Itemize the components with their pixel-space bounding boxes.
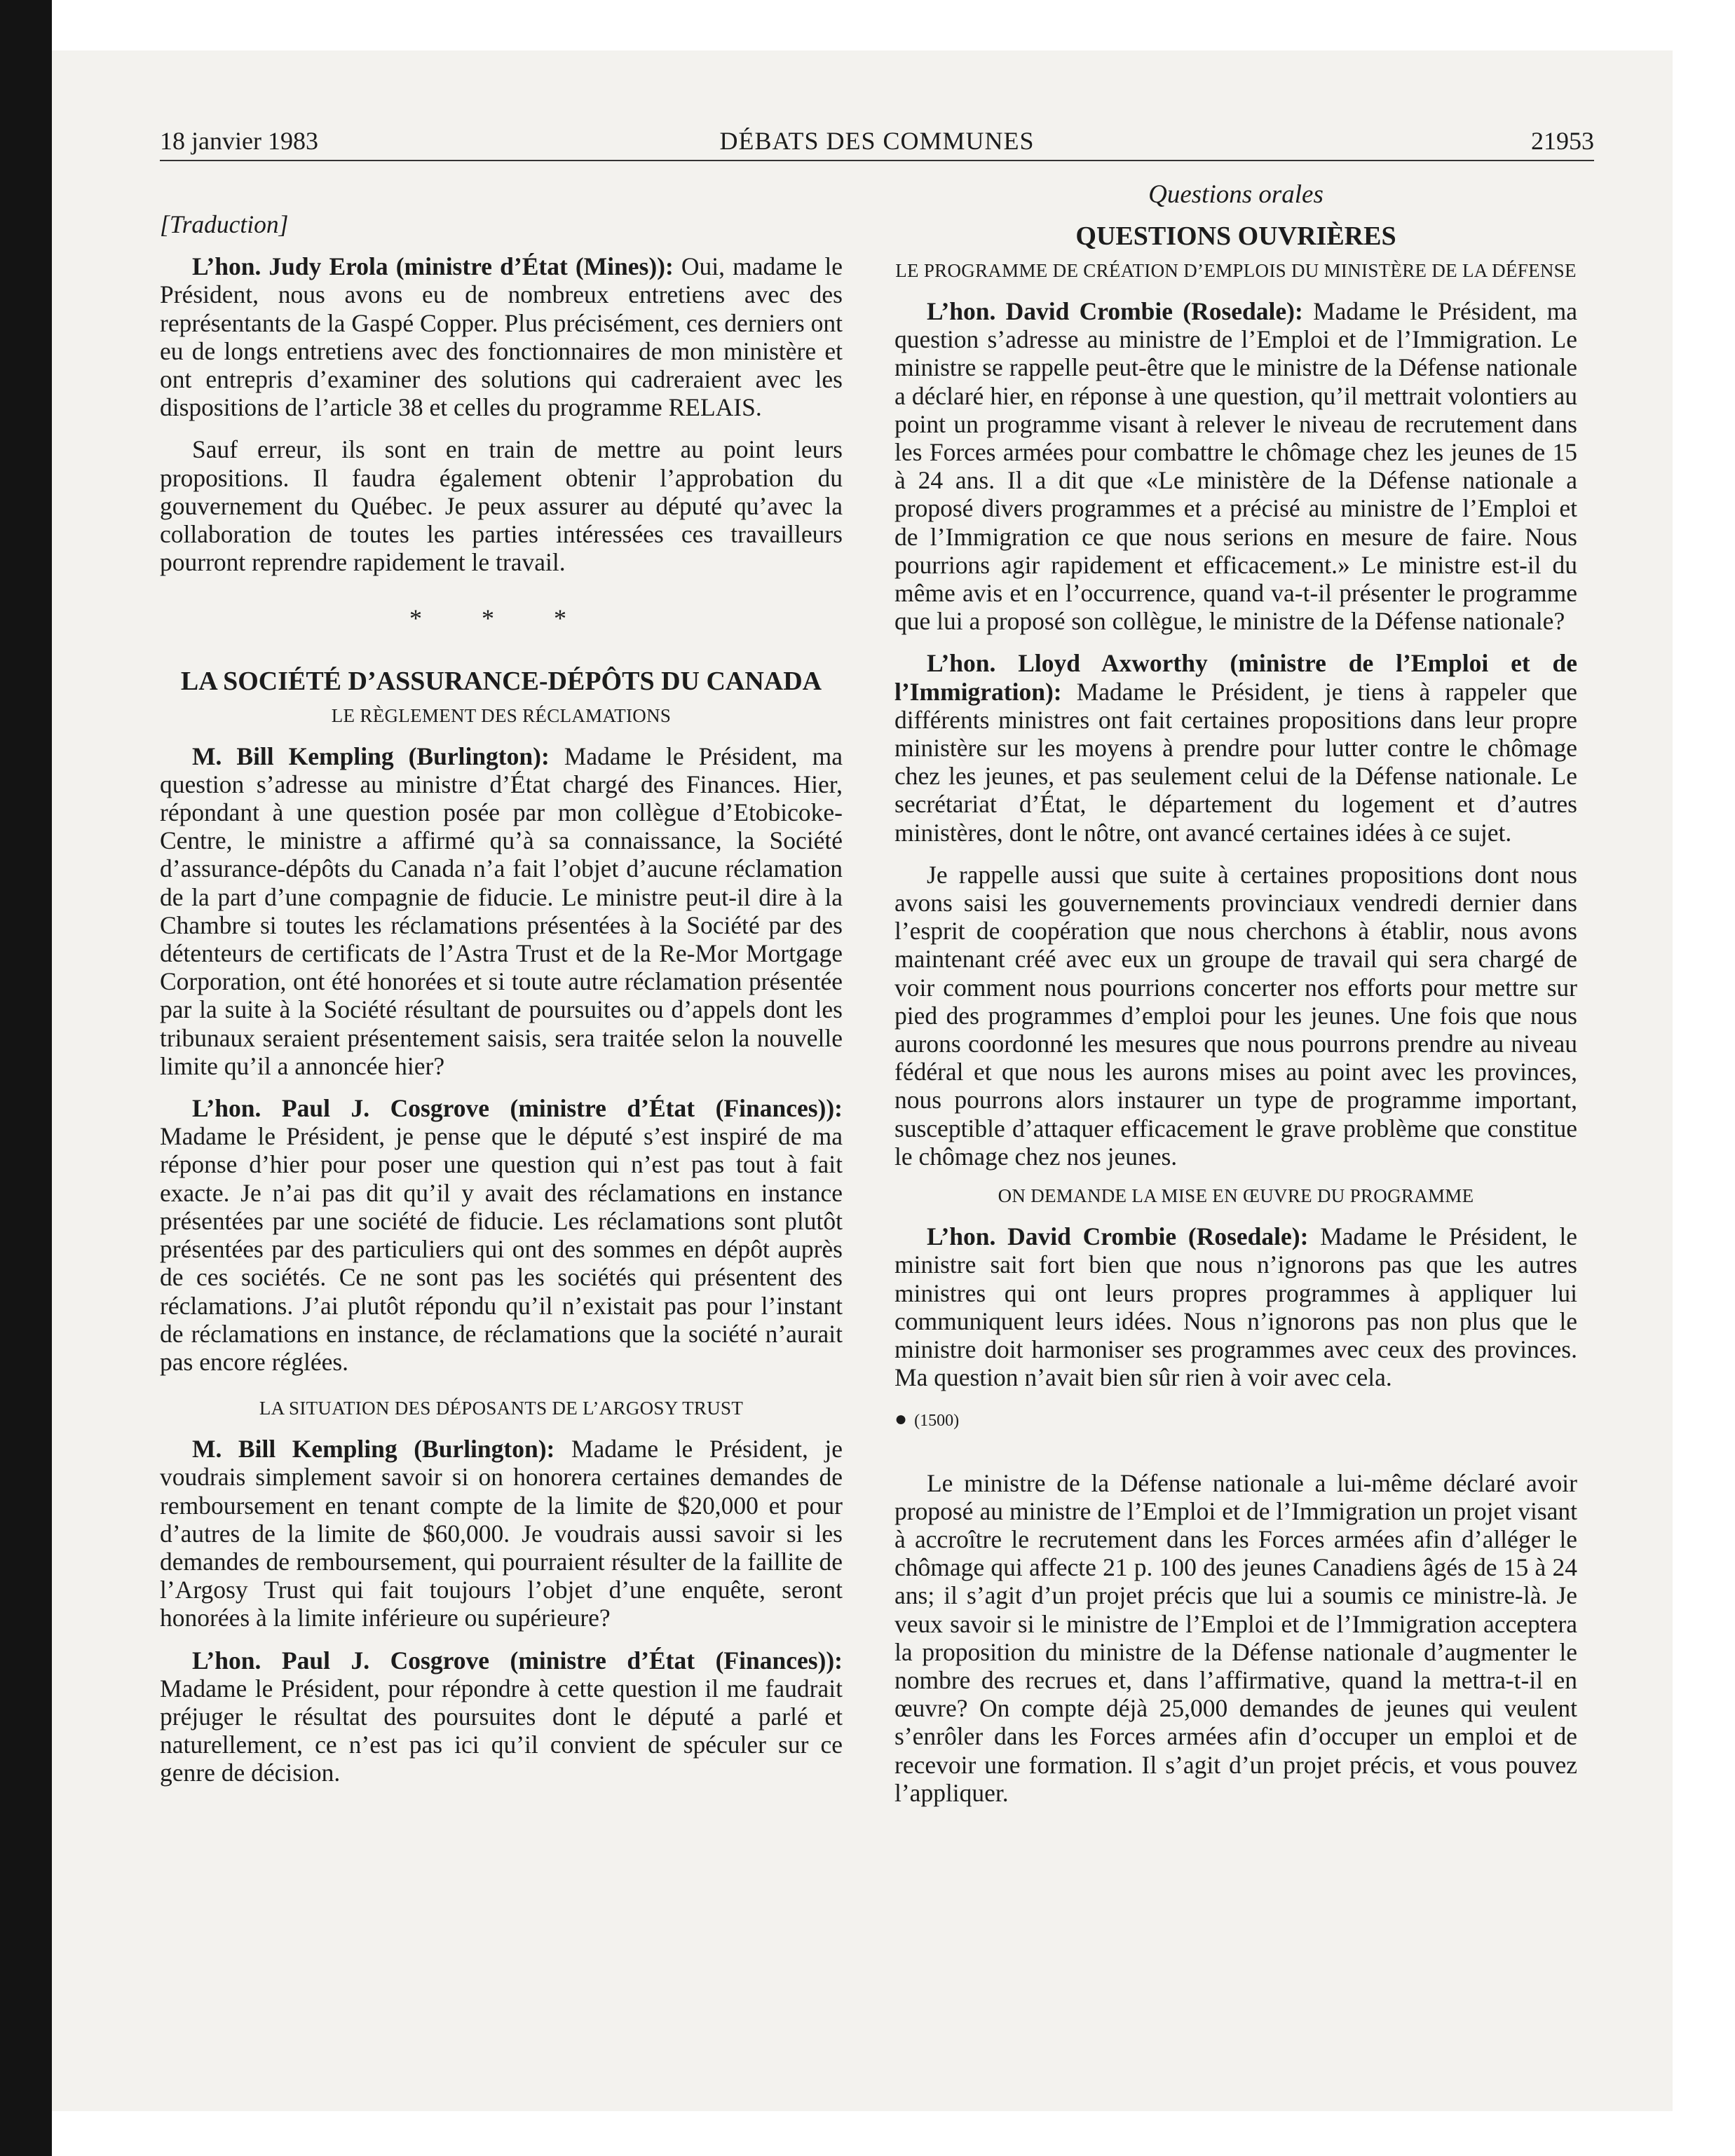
section-subheading: LA SITUATION DES DÉPOSANTS DE L’ARGOSY TRUST [259, 1398, 744, 1419]
speech-text: Madame le Président, le ministre sait fort bien que nous n’ignorons pas que les autres ministres qui ont leurs propres programmes à appliquer lui communiquent leurs idées. Nous n’ignorons pas non plus que le ministre doit harmoniser ses programmes avec ceux des provinces. Ma question n’avait bien sûr rien à voir avec cela. [894, 1222, 1578, 1392]
section-subheading: LE RÈGLEMENT DES RÉCLAMATIONS [331, 704, 672, 726]
section-separator: * * * [409, 604, 593, 633]
paragraph: Sauf erreur, ils sont en train de mettre au point leurs propositions. Il faudra également obtenir l’approbation du gouvernement du Québec. Je peux assurer au député qu’avec la collaboration de toutes les parties intéressées ces travailleurs pourront reprendre rapidement le travail. [160, 435, 843, 577]
header-date: 18 janvier 1983 [160, 127, 318, 155]
speaker-name: L’hon. David Crombie (Rosedale): [927, 297, 1303, 325]
left-column [160, 210, 843, 1801]
speech-text: Madame le Président, pour répondre à cette question il me faudrait préjuger le résultat des poursuites dont le député a parlé et naturellement, ce n’est pas ici qu’il convient de spéculer sur ce genre de décision. [160, 1674, 843, 1787]
paragraph [160, 1646, 843, 1787]
paragraph [894, 649, 1577, 846]
speech-text: Madame le Président, ma question s’adresse au ministre de l’Emploi et de l’Immigration. Le ministre se rappelle peut-être que le ministre de la Défense nationale a déclaré hier, en réponse à une question, qu’il mettrait volontiers au point un programme visant à relever le niveau de recrutement dans les Forces armées pour combattre le chômage chez les jeunes de 15 à 24 ans. Il a dit que «Le ministère de la Défense nationale a proposé divers programmes et a précisé au ministre de l’Emploi et de l’Immigration ce que nous serions en mesure de faire. Nous pourrions agir rapidement et efficacement.» Le ministre est-il du même avis et en l’occurrence, quand va-t-il présenter le programme que lui a proposé son collègue, le ministre de la Défense nationale? [894, 297, 1578, 636]
bullet-icon: ● [894, 1407, 908, 1431]
header-title: DÉBATS DES COMMUNES [719, 127, 1035, 155]
paragraph: Le ministre de la Défense nationale a lui-même déclaré avoir proposé au ministre de l’Emploi et de l’Immigration un projet visant à accroître le recrutement dans les Forces armées afin d’alléger le chômage qui affecte 21 p. 100 des jeunes Canadiens âgés de 15 à 24 ans; il s’agit d’un projet précis que lui a soumis ce ministre-là. Je veux savoir si le ministre de l’Emploi et de l’Immigration acceptera la proposition du ministre de la Défense nationale d’augmenter le nombre des recrues et, dans l’affirmative, quand la mettra-t-il en œuvre? On compte déjà 25,000 demandes de jeunes qui veulent s’enrôler dans les Forces armées afin d’occuper un emploi et de recevoir une formation. Il s’agit d’un projet précis, et vous pouvez l’appliquer. [894, 1468, 1577, 1807]
speech-text: Oui, madame le Président, nous avons eu de nombreux entretiens avec des représentants de la Gaspé Copper. Plus précisément, ces derniers ont eu de longs entretiens avec des fonctionnaires de mon ministère et ont entrepris d’examiner des solutions qui cadreraient avec les dispositions de l’article 38 et celles du programme RELAIS. [160, 252, 843, 422]
speaker-name: M. Bill Kempling (Burlington): [192, 742, 550, 770]
paragraph: Je rappelle aussi que suite à certaines propositions dont nous avons saisi les gouvernements provinciaux vendredi dernier dans l’esprit de coopération que nous cherchons à établir, nous avons maintenant créé avec eux un groupe de travail qui sera chargé de voir comment nous pourrions concerter nos efforts pour mettre sur pied des programmes d’emploi pour les jeunes. Une fois que nous aurons coordonné les mesures que nous pourrons prendre au niveau fédéral et que nous les aurons mises au point avec les provinces, nous pourrons alors instaurer un type de programme important, susceptible d’attaquer efficacement le grave problème que constitue le chômage chez nos jeunes. [894, 860, 1577, 1171]
paragraph [894, 297, 1577, 635]
paragraph [160, 742, 843, 1080]
time-marker [894, 1405, 1577, 1435]
section-subheading: ON DEMANDE LA MISE EN ŒUVRE DU PROGRAMME [998, 1185, 1474, 1207]
section-heading: QUESTIONS OUVRIÈRES [1075, 221, 1396, 251]
speaker-name: L’hon. Paul J. Cosgrove (ministre d’État (Finances)): [192, 1646, 843, 1674]
speech-text: Madame le Président, je pense que le député s’est inspiré de ma réponse d’hier pour poser une question qui n’est pas tout à fait exacte. Je n’ai pas dit qu’il y avait des réclamations en instance présentées par une société de fiducie. Les réclamations sont plutôt présentées par des particuliers qui ont des sommes en dépôt auprès de ces sociétés. Ce ne sont pas les sociétés qui présentent des réclamations. J’ai plutôt répondu qu’il n’existait pas pour l’instant de réclamations en instance, de réclamations que la société n’aurait pas encore réglées. [160, 1122, 843, 1376]
speaker-name: M. Bill Kempling (Burlington): [192, 1435, 555, 1464]
rubric-title: Questions orales [1148, 180, 1324, 209]
speaker-name: L’hon. David Crombie (Rosedale): [927, 1222, 1309, 1251]
paragraph [160, 1435, 843, 1632]
speaker-name: L’hon. Paul J. Cosgrove (ministre d’État (Finances)): [192, 1094, 843, 1123]
translation-label: [Traduction] [160, 210, 289, 238]
right-column [894, 179, 1577, 1821]
scan-edge [0, 0, 52, 2156]
speech-text: Madame le Président, je voudrais simplement savoir si on honorera certaines demandes de remboursement en tenant compte de la limite de $20,000 et pour d’autres de la limite de $60,000. Je voudrais aussi savoir si les demandes de remboursement, qui pourraient résulter de la faillite de l’Argosy Trust qui fait toujours l’objet d’une enquête, seront honorées à la limite inférieure ou supérieure? [160, 1435, 843, 1632]
speech-text: Madame le Président, je tiens à rappeler que différents ministres ont fait certaines propositions dans leur propre ministère sur les moyens à prendre pour lutter contre le chômage chez les jeunes, et pas seulement celui de la Défense nationale. Le secrétariat d’État, le département du logement et d’autres ministères, dont le nôtre, ont avancé certaines idées à ce sujet. [894, 677, 1577, 847]
speaker-name: L’hon. Lloyd Axworthy (ministre de l’Emploi et de l’Immigration): [894, 649, 1577, 706]
paragraph [160, 1094, 843, 1376]
page-number: 21953 [1531, 127, 1594, 155]
paragraph [160, 252, 843, 421]
section-subheading: LE PROGRAMME DE CRÉATION D’EMPLOIS DU MINISTÈRE DE LA DÉFENSE [895, 260, 1577, 281]
time-marker-text: (1500) [914, 1412, 960, 1431]
section-heading: LA SOCIÉTÉ D’ASSURANCE-DÉPÔTS DU CANADA [180, 666, 822, 696]
speaker-name: L’hon. Judy Erola (ministre d’État (Mines)): [192, 252, 674, 281]
paragraph [894, 1222, 1577, 1391]
page-header [160, 125, 1594, 161]
speech-text: Madame le Président, ma question s’adresse au ministre d’État chargé des Finances. Hier, répondant à une question posée par mon collègue d’Etobicoke-Centre, le ministre a affirmé qu’à sa connaissance, la Société d’assurance-dépôts du Canada n’a fait l’objet d’aucune réclamation de la part d’une compagnie de fiducie. Le ministre peut-il dire à la Chambre si toutes les réclamations présentées à la Société par des détenteurs de certificats de l’Astra Trust et de la Re-Mor Mortgage Corporation, ont été honorées et si toute autre réclamation présentée par la suite à la Société résultant de poursuites ou d’appels dont les tribunaux seraient présentement saisis, sera traitée selon la nouvelle limite qu’il a annoncée hier? [160, 742, 843, 1080]
